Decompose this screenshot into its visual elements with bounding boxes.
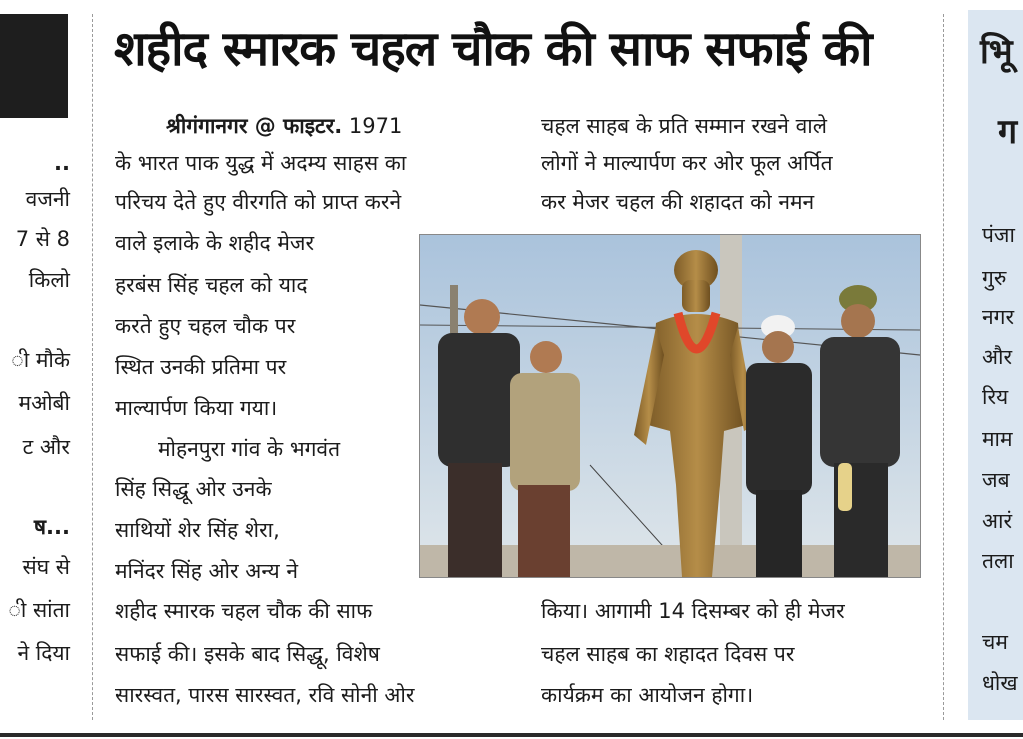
left-column-line: मओबी: [18, 391, 70, 415]
article-line: शहीद स्मारक चहल चौक की साफ: [115, 599, 373, 623]
column-separator: [92, 14, 93, 720]
statue-photo-illustration: [420, 235, 920, 577]
article-line: चहल साहब का शहादत दिवस पर: [541, 642, 795, 666]
right-column-line: और: [982, 345, 1013, 369]
left-column-image-block: [0, 14, 68, 118]
article-line: मनिंदर सिंह ओर अन्य ने: [115, 559, 299, 583]
page-bottom-rule: [0, 733, 1023, 737]
article-line: परिचय देते हुए वीरगति को प्राप्त करने: [115, 190, 402, 214]
left-column-line: वजनी: [25, 187, 70, 211]
article-line: कर मेजर चहल की शहादत को नमन: [541, 190, 815, 214]
left-column-line: ..: [54, 151, 70, 175]
article-photo: [419, 234, 921, 578]
left-column-line: ी मौके: [11, 348, 70, 372]
right-column-line: जब: [982, 468, 1010, 492]
left-column-line: संघ से: [22, 555, 70, 579]
article-headline: शहीद स्मारक चहल चौक की साफ सफाई की: [114, 21, 872, 77]
article-line: करते हुए चहल चौक पर: [115, 314, 296, 338]
article-line: किया। आगामी 14 दिसम्बर को ही मेजर: [541, 599, 845, 623]
right-column-heading: ग: [998, 112, 1018, 152]
person: [510, 341, 580, 577]
article-line: चहल साहब के प्रति सम्मान रखने वाले: [541, 114, 827, 138]
left-column-line: किलो: [28, 268, 70, 292]
right-column-line: पंजा: [982, 223, 1015, 247]
article-line: कार्यक्रम का आयोजन होगा।: [541, 683, 754, 707]
article-dateline-line: [166, 113, 402, 139]
column-separator: [943, 14, 944, 720]
left-column-line: ने दिया: [17, 641, 70, 665]
right-column-heading: भूि: [980, 32, 1013, 72]
right-column-line: तला: [982, 549, 1014, 573]
article-line: वाले इलाके के शहीद मेजर: [115, 231, 315, 255]
right-column-line: गुरु: [982, 266, 1007, 290]
right-column-line: रिय: [982, 385, 1009, 409]
article-line: सिंह सिद्धू ओर उनके: [115, 477, 272, 501]
right-column-line: नगर: [982, 305, 1015, 329]
article-line: माल्यार्पण किया गया।: [115, 396, 278, 420]
right-column-line: धोख: [982, 671, 1018, 695]
dateline: श्रीगंगानगर @ फाइटर.: [166, 114, 343, 138]
left-column-line: ी सांता: [8, 598, 70, 622]
article-line: साथियों शेर सिंह शेरा,: [115, 518, 280, 542]
article-line: स्थित उनकी प्रतिमा पर: [115, 355, 287, 379]
article-line: मोहनपुरा गांव के भगवंत: [158, 437, 341, 461]
right-column-line: आरं: [982, 509, 1013, 533]
right-column-panel: [968, 10, 1023, 720]
article-line: के भारत पाक युद्ध में अदम्य साहस का: [115, 151, 407, 175]
article-line: हरबंस सिंह चहल को याद: [115, 273, 308, 297]
dateline-rest: 1971: [342, 114, 403, 138]
left-column-line: ष...: [33, 515, 70, 539]
article-line: सारस्वत, पारस सारस्वत, रवि सोनी ओर: [115, 683, 415, 707]
left-column-line: 7 से 8: [15, 227, 70, 251]
article-line: सफाई की। इसके बाद सिद्धू, विशेष: [115, 642, 380, 666]
article-line: लोगों ने माल्यार्पण कर ओर फूल अर्पित: [541, 151, 833, 175]
right-column-line: चम: [982, 630, 1008, 654]
left-column-line: ट और: [22, 435, 70, 459]
right-column-line: माम: [982, 427, 1013, 451]
